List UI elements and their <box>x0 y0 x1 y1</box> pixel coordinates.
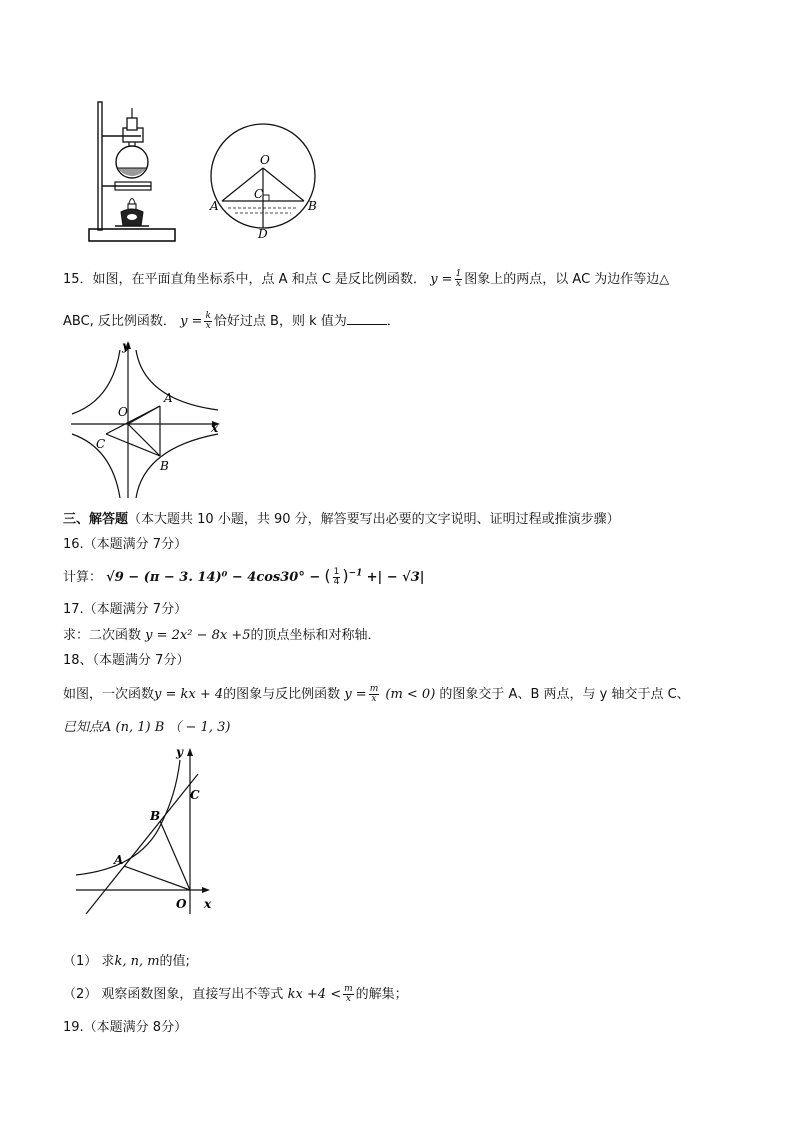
q15-fraction-1 <box>455 270 463 289</box>
q17-text <box>63 624 381 643</box>
q15-y-eq-2: y = <box>180 314 203 329</box>
q18-part1 <box>63 950 190 969</box>
section3-title: 三、解答题 <box>63 512 129 527</box>
q15-y-eq: y = <box>430 272 453 287</box>
q16-expression: 计算： √9 − (π − 3. 14)⁰ − 4cos30° − ( $\frac{1}{4}$ )$^{-1}$ +| − √3| <box>63 566 425 587</box>
q18-p2-expr: kx +4 < <box>287 987 342 1002</box>
frac-den: 4 <box>333 577 340 587</box>
q18-fraction <box>369 685 380 704</box>
q17-text-a: 求：二次函数 <box>63 628 142 643</box>
q18-p1-text-b: 的值; <box>159 954 190 969</box>
q15-fraction-2 <box>204 312 211 331</box>
q19-header: 19.（本题满分 8分） <box>63 1020 188 1035</box>
q15-figure <box>68 338 223 500</box>
q16-label: 计算： <box>63 570 103 585</box>
q18-line2: 已知点A (n, 1) B （ − 1, 3) <box>63 720 231 735</box>
label-C: C <box>254 187 264 201</box>
q18-condition: (m < 0) <box>385 687 436 702</box>
frac-num: 1 <box>333 567 340 577</box>
q16-fraction <box>333 568 341 587</box>
fig18-B: B <box>150 809 161 823</box>
q18-linear-expr: y = kx + 4 <box>154 687 224 702</box>
q16-header: 16.（本题满分 7分） <box>63 537 188 552</box>
fig15-y: y <box>122 339 129 353</box>
frac-num: k <box>205 311 211 321</box>
label-B: B <box>308 199 317 213</box>
q18-p2-fraction <box>343 985 354 1004</box>
section3-heading <box>63 508 620 527</box>
fig15-C: C <box>96 437 106 451</box>
q18-text-b: 的图象与反比例函数 <box>223 687 341 702</box>
frac-den: x <box>205 321 211 331</box>
fig18-y: y <box>176 745 183 759</box>
q15-text-d: 恰好过点 B，则 k 值为 <box>213 314 347 329</box>
q18-p1-text-a: 求 <box>101 954 115 969</box>
answer-blank <box>347 312 387 325</box>
section3-desc: （本大题共 10 小题，共 90 分，解答要写出必要的文字说明、证明过程或推演步骤） <box>128 512 620 527</box>
q17-header: 17.（本题满分 7分） <box>63 602 188 617</box>
q18-text-a: 如图，一次函数 <box>63 687 155 702</box>
q18-p2-text-a: 观察函数图象，直接写出不等式 <box>101 987 284 1002</box>
q18-p2-label: （2） <box>63 987 98 1002</box>
fig18-C: C <box>190 788 200 802</box>
label-D: D <box>258 227 268 241</box>
frac-num: m <box>369 684 379 694</box>
fig15-B: B <box>160 459 169 473</box>
label-O: O <box>260 153 270 167</box>
q16-expr-b: +| − √3| <box>366 570 425 585</box>
q16-exponent: −1 <box>348 568 363 579</box>
q16-expr-a: √9 − (π − 3. 14)⁰ − 4cos30° − <box>106 570 321 585</box>
q18-y-eq: y = <box>344 687 367 702</box>
frac-den: x <box>455 279 461 289</box>
q17-expr: y = 2x² − 8x +5 <box>145 628 251 643</box>
frac-den: x <box>371 694 377 704</box>
fig15-x: x <box>211 421 219 435</box>
q18-part2 <box>63 983 408 1004</box>
lab-apparatus-figure <box>85 100 180 245</box>
frac-num: 1 <box>455 269 462 279</box>
q18-line1 <box>63 683 690 704</box>
fig18-O: O <box>176 897 187 911</box>
q15-line2 <box>63 310 400 331</box>
q17-text-b: 的顶点坐标和对称轴． <box>250 628 381 643</box>
q15-text-a: 15．如图，在平面直角坐标系中，点 A 和点 C 是反比例函数． <box>63 272 427 287</box>
q18-p1-vars: k, n, m <box>114 954 160 969</box>
q15-text-b: 图象上的两点，以 AC 为边作等边△ <box>464 272 670 287</box>
q18-figure <box>72 742 222 918</box>
q18-text-c: 的图象交于 A、B 两点，与 y 轴交于点 C、 <box>439 687 690 702</box>
frac-num: m <box>344 984 353 994</box>
q15-text-c: ABC, 反比例函数． <box>63 314 176 329</box>
frac-den: x <box>345 994 351 1004</box>
fig15-O: O <box>118 405 128 419</box>
q15-line1 <box>63 268 669 289</box>
q18-header: 18、（本题满分 7分） <box>63 653 190 668</box>
fig18-x: x <box>204 897 212 911</box>
q18-p1-label: （1） <box>63 954 98 969</box>
fig18-A: A <box>114 853 124 867</box>
q15-period: ． <box>386 314 400 329</box>
label-A: A <box>210 199 219 213</box>
circle-water-figure <box>203 120 323 245</box>
q18-p2-text-b: 的解集； <box>355 987 408 1002</box>
fig15-A: A <box>164 391 173 405</box>
